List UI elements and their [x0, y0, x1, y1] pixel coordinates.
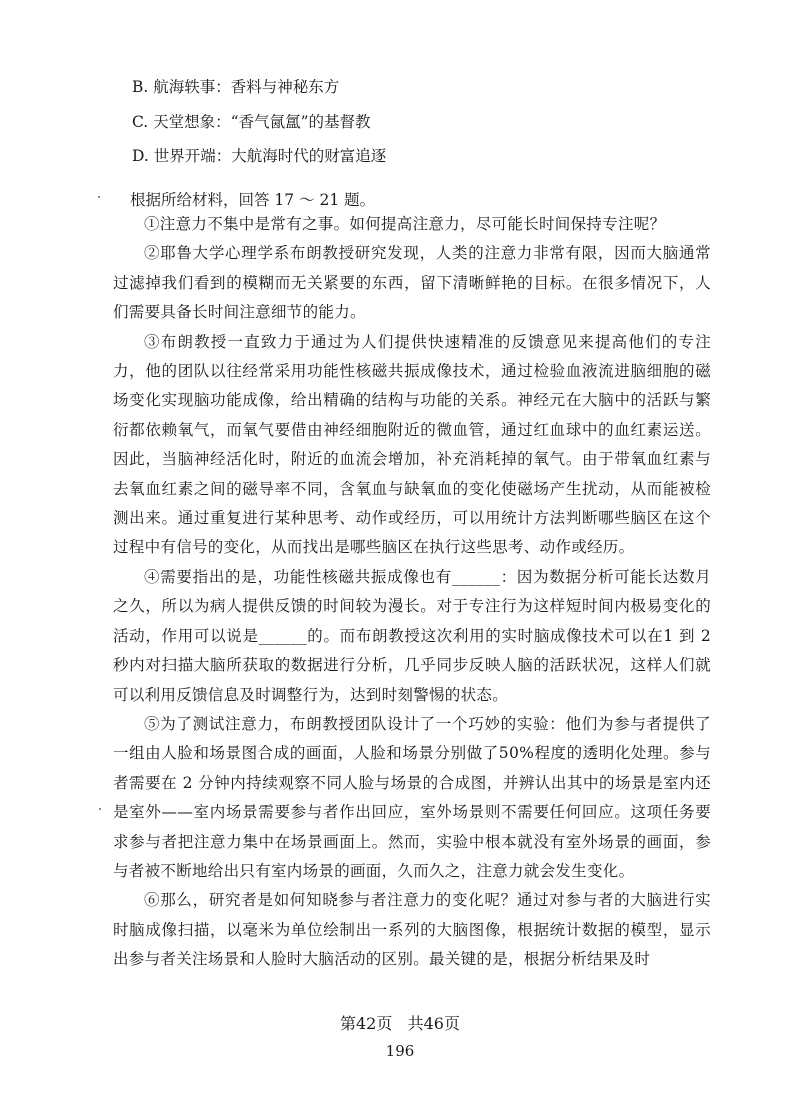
- question-instruction: 根据所给材料，回答 17 ～ 21 题。: [130, 191, 376, 209]
- paragraph-1: ①注意力不集中是常有之事。如何提高注意力，尽可能长时间保持专注呢？: [144, 215, 666, 233]
- paragraph-4: ④需要指出的是，功能性核磁共振成像也有______：因为数据分析可能长达数月之久，所以为病人提供反馈的时间较为漫长。对于专注行为这样短时间内极易变化的活动，作用可以说是______的。而布朗教授这次利用的实时脑成像技术可以在1 到 2 秒内对扫描大脑所获取的数据进行分析，几乎同步反映人脑的活跃状况，这样人们就可以利用反馈信息及时调整行为，达到时刻警惕的状态。: [113, 567, 711, 704]
- paragraph-5: ⑤为了测试注意力，布朗教授团队设计了一个巧妙的实验：他们为参与者提供了一组由人脸和场景图合成的画面，人脸和场景分别做了50%程度的透明化处理。参与者需要在 2 分钟内持续观察不同人脸与场景的合成图，并辨认出其中的场景是室内还是室外——室内场景需要参与者作出回应，室外场景则不需要任何回应。这项任务要求参与者把注意力集中在场景画面上。然而，实验中根本就没有室外场景的画面，参与者被不断地给出只有室内场景的画面，久而久之，注意力就会发生变化。: [113, 714, 711, 880]
- option-c: C. 天堂想象：“香气氤氲”的基督教: [132, 112, 371, 131]
- paragraph-3: ③布朗教授一直致力于通过为人们提供快速精准的反馈意见来提高他们的专注力，他的团队以往经常采用功能性核磁共振成像技术，通过检验血液流进脑细胞的磁场变化实现脑功能成像，给出精确的结构与功能的关系。神经元在大脑中的活跃与繁衍都依赖氧气，而氧气要借由神经细胞附近的微血管，通过红血球中的血红素运送。因此，当脑神经活化时，附近的血流会增加，补充消耗掉的氧气。由于带氧血红素与去氧血红素之间的磁导率不同，含氧血与缺氧血的变化使磁场产生扰动，从而能被检测出来。通过重复进行某种思考、动作或经历，可以用统计方法判断哪些脑区在这个过程中有信号的变化，从而找出是哪些脑区在执行这些思考、动作或经历。: [113, 332, 711, 557]
- page-footer-label: 第42页 共46页: [340, 1014, 460, 1033]
- paragraph-2: ②耶鲁大学心理学系布朗教授研究发现，人类的注意力非常有限，因而大脑通常过滤掉我们看到的模糊而无关紧要的东西，留下清晰鲜艳的目标。在很多情况下，人们需要具备长时间注意细节的能力。: [113, 244, 711, 322]
- paragraph-6: ⑥那么，研究者是如何知晓参与者注意力的变化呢？通过对参与者的大脑进行实时脑成像扫描，以毫米为单位绘制出一系列的大脑图像，根据统计数据的模型，显示出参与者关注场景和人脸时大脑活动的区别。最关键的是，根据分析结果及时: [113, 891, 711, 969]
- scan-speck: [98, 196, 100, 198]
- option-d: D. 世界开端：大航海时代的财富追逐: [132, 147, 387, 165]
- scan-speck: [99, 808, 101, 810]
- answer-options: [132, 70, 692, 174]
- reading-passage: [113, 210, 711, 975]
- option-b: B. 航海轶事：香料与神秘东方: [132, 78, 340, 96]
- page-number: 196: [385, 1042, 415, 1060]
